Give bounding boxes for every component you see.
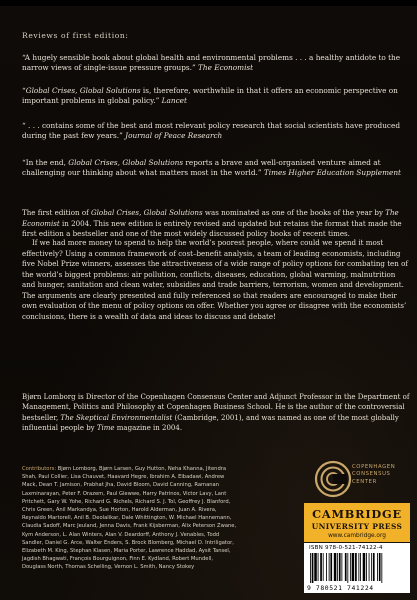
- ccc-line-1: COPENHAGEN: [352, 464, 396, 470]
- ean-digits: 9 780521 741224: [307, 584, 374, 592]
- barcode-bar: [350, 553, 351, 581]
- review-quote-text: “A hugely sensible book about global health and environmental problems . . . a healthy antidote to the narrow views of single-issue pressure groups.”: [22, 53, 401, 73]
- cambridge-publisher-block: [304, 503, 410, 542]
- review-source: Journal of Peace Research: [125, 131, 223, 141]
- review-quote-1: [22, 53, 408, 74]
- barcode-bar: [326, 553, 327, 581]
- barcode-bar: [379, 553, 381, 581]
- barcode-bar: [310, 553, 311, 583]
- author-bio-text: (Cambridge, 2001), and was named as one of the most globally influential people by: [22, 413, 399, 433]
- description-paragraph-2: If we had more money to spend to help the world’s poorest people, where could we spend it most effectively? Using a common framework of cost–benefit analysis, a team of leading economists, including five Nobel Prize winners, assesses the attractiveness of a wide range of policy options for combating ten of the world’s biggest problems: air pollution, conflicts, diseases, education, global warming, malnutrition and hunger, sanitation and clean water, subsidies and trade barriers, terrorism, women and development. The arguments are clearly presented and fully referenced so that readers are encouraged to make their own evaluation of the menu of policy options on offer. Whether you agree or disagree with the economists’ conclusions, there is a wealth of data and ideas to discuss and debate!: [22, 238, 408, 321]
- barcode-bar: [337, 553, 338, 581]
- barcode-bar: [360, 553, 361, 581]
- book-title-italic: Global Crises, Global Solutions: [91, 208, 203, 217]
- barcode-bar: [341, 553, 342, 581]
- isbn-label: ISBN 978-0-521-74122-4: [309, 545, 383, 551]
- author-name: Bjørn Lomborg: [22, 393, 76, 401]
- barcode-bar: [347, 553, 348, 583]
- description-text: in 2004. This new edition is entirely revised and updated but retains the format that made the first edition a bestseller and one of the most widely discussed policy books of recent times.: [22, 218, 402, 238]
- book-title-italic: The Skeptical Environmentalist: [60, 413, 173, 422]
- barcode-bar: [352, 553, 355, 581]
- review-quote-lead: “In the end,: [22, 158, 69, 167]
- barcode-bar: [312, 553, 314, 583]
- barcode-bar: [339, 553, 341, 581]
- review-quote-lead: “: [22, 86, 26, 95]
- review-quote-text: reports a brave and well-organised venture aimed at challenging our thinking about what matters most in the world.”: [22, 158, 381, 178]
- review-quote-text: “ . . . contains some of the best and most relevant policy research that social scientists have produced during the past few years.”: [22, 121, 400, 141]
- contributors-list: [22, 465, 237, 572]
- review-quote-3: [22, 121, 408, 142]
- publication-name-italic: Time: [96, 424, 115, 433]
- book-title-italic: Global Crises, Global Solutions: [25, 86, 141, 95]
- description-text: was nominated as one of the books of the year by: [202, 208, 386, 217]
- barcode-bar: [369, 553, 370, 581]
- barcode-bar: [355, 553, 357, 581]
- author-bio-text: is Director of the Copenhagen Consensus Center and Adjunct Professor in the Department of Management, Politics and Philosophy at Copenhagen Business School. He is the author of the controversial bestseller,: [22, 393, 410, 422]
- barcode-bar: [377, 553, 378, 581]
- barcode-bar: [366, 553, 367, 581]
- barcode-bar: [358, 553, 359, 581]
- barcode-bar: [345, 553, 347, 581]
- review-source: Times Higher Education Supplement: [263, 168, 401, 178]
- reviews-heading: Reviews of first edition:: [22, 31, 129, 40]
- barcode-icon: [308, 553, 406, 583]
- review-quote-4: [22, 158, 408, 179]
- barcode-bar: [329, 553, 330, 581]
- contributors-label: Contributors:: [22, 466, 57, 472]
- review-quote-text: is, therefore, worthwhile in that it offers an economic perspective on important problems in global policy.”: [22, 86, 398, 106]
- barcode-bar: [371, 553, 372, 581]
- publication-name-italic: The Economist: [22, 208, 399, 228]
- review-source: Lancet: [161, 96, 187, 106]
- barcode-bar: [363, 553, 366, 581]
- contributors-names: Bjørn Lomborg, Bjørn Larsen, Guy Hutton, Neha Khanna, Jitendra Shah, Paul Collier, Lisa Chauvet, Haavard Hegre, Ibrahim A. Elbadawi, Andrew Mack, Dean T. Jamison, Prabhat Jha, David Bloom, David Canning, Ramanan Laxminarayan, Peter F. Orazem, Paul Glewwe, Harry Patrinos, Victor Lavy, Lant Pritchett, Gary W. Yohe, Richard G. Richels, Richard S. J. Tol, Geoffrey J. Blanford, Chris Green, Anil Markandya, Sue Horton, Harold Alderman, Juan A. Rivera, Reynaldo Martorell, Anil B. Deolalikar, Dale Whittington, W. Michael Hannemann, Claudia Sadoff, Marc Jeuland, Jenna Davis, Frank Kijsberman, Alix Peterson Zwane, Kym Anderson, L. Alan Winters, Alan V. Deardorff, Anthony J. Venables, Todd Sandler, Daniel G. Arce, Walter Enders, S. Brock Blomberg, Michael D. Intriligator, Elizabeth M. King, Stephan Klasen, Maria Porter, Lawrence Haddad, Aysit Tansel, Jagdish Bhagwati, François Bourguignon, Finn E. Kydland, Robert Mundell, Douglass North, Thomas Schelling, Vernon L. Smith, Nancy Stokey: [22, 466, 237, 571]
- barcode-bar: [334, 553, 337, 581]
- publisher-name: CAMBRIDGE: [312, 507, 402, 521]
- ccc-line-3: CENTER: [352, 478, 377, 485]
- barcode-panel: [304, 543, 410, 593]
- review-quote-2: [22, 86, 408, 107]
- barcode-bar: [323, 553, 324, 581]
- author-bio-text: magazine in 2004.: [114, 424, 183, 433]
- book-title-italic: Global Crises, Global Solutions: [68, 158, 184, 167]
- barcode-bar: [381, 553, 382, 583]
- barcode-bar: [318, 553, 319, 581]
- publisher-url: www.cambridge.org: [328, 533, 386, 539]
- top-dark-band: [0, 0, 417, 6]
- copenhagen-consensus-logo-icon: [314, 460, 352, 498]
- ccc-line-2: CONSENSUS: [352, 471, 391, 478]
- publisher-subname: UNIVERSITY PRESS: [311, 522, 403, 531]
- copenhagen-consensus-wordmark: [352, 464, 416, 486]
- description-paragraph-1: [22, 208, 410, 240]
- barcode-bar: [330, 553, 332, 581]
- barcode-bar: [373, 553, 375, 581]
- barcode-bar: [314, 553, 317, 581]
- barcode-bar: [320, 553, 322, 581]
- author-bio: [22, 392, 414, 434]
- description-text: The first edition of: [22, 208, 91, 217]
- review-source: The Economist: [198, 63, 254, 73]
